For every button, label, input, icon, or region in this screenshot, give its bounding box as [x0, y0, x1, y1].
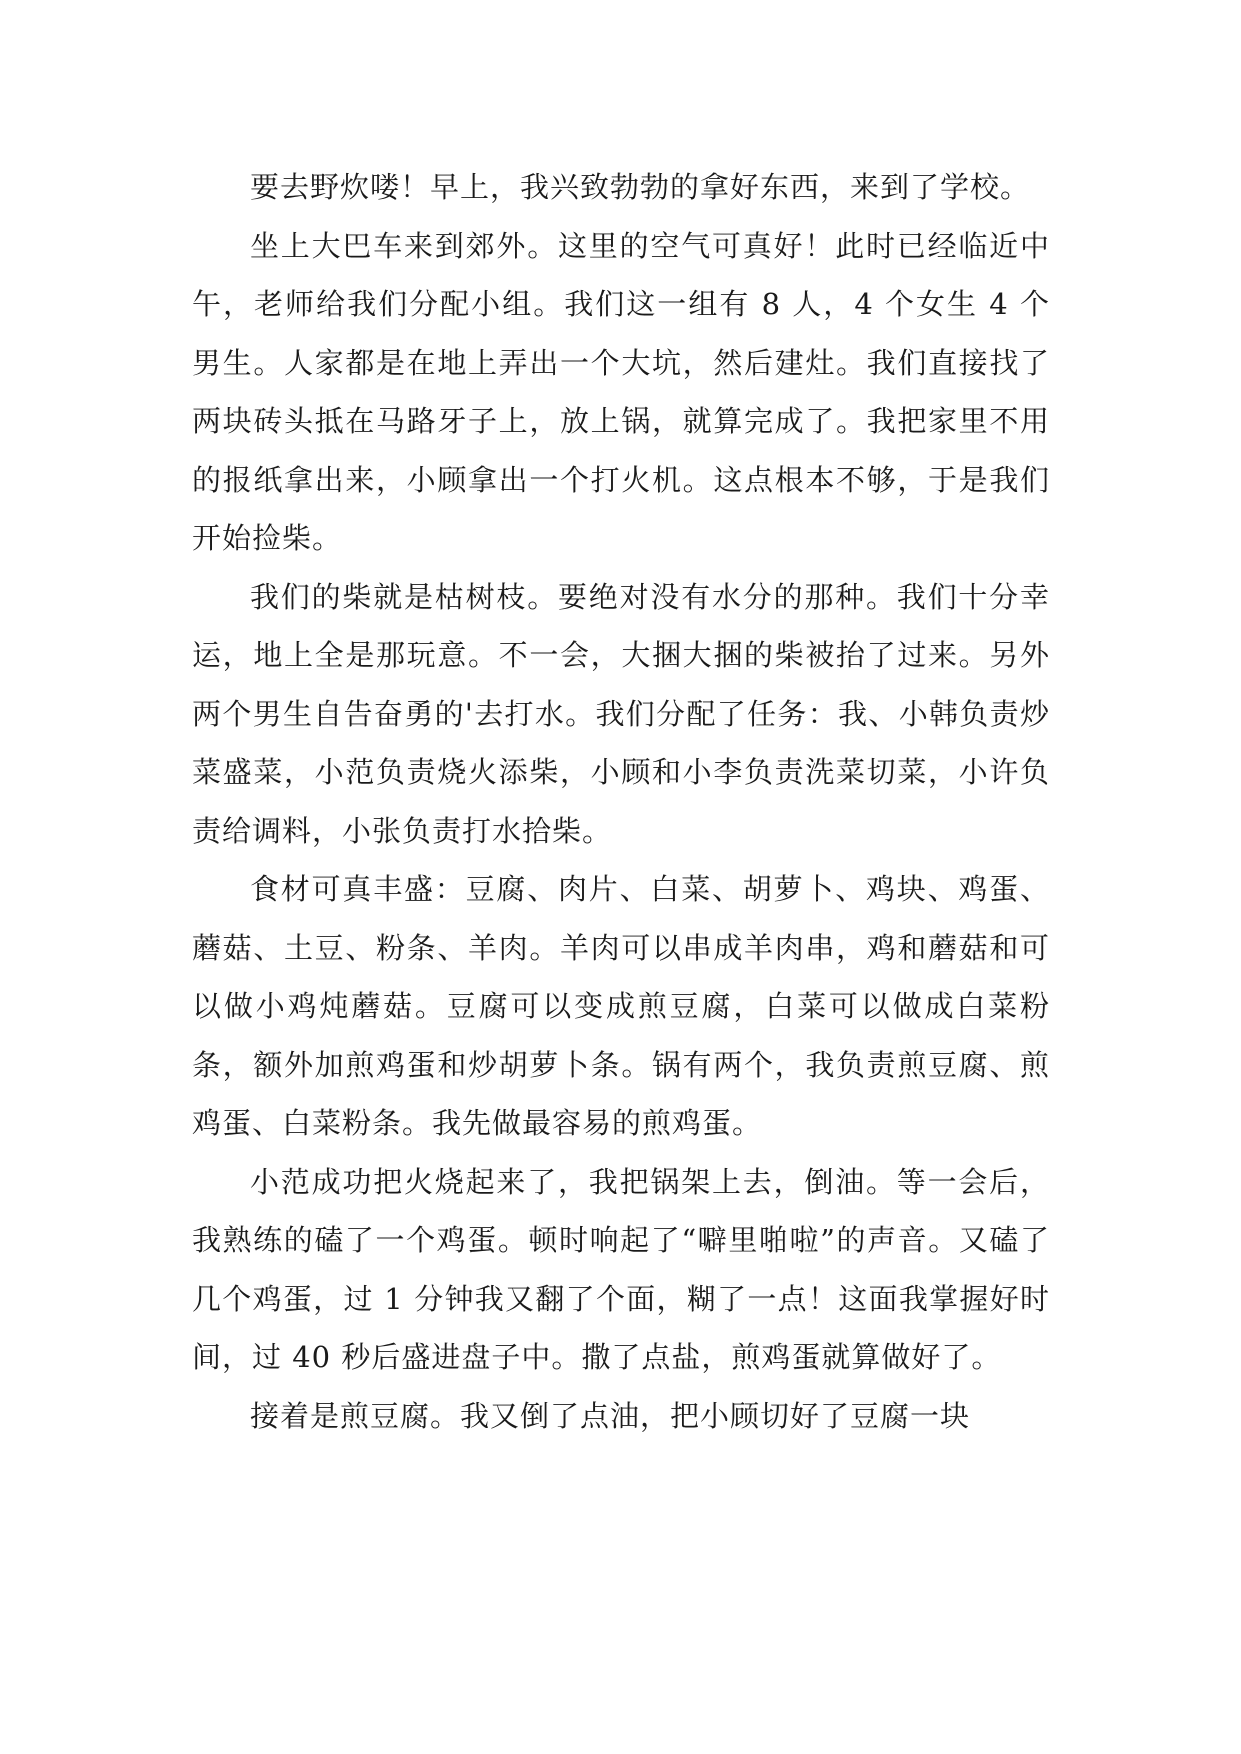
paragraph-1: 要去野炊喽！早上，我兴致勃勃的拿好东西，来到了学校。	[250, 170, 1031, 204]
paragraph-4: 食材可真丰盛：豆腐、肉片、白菜、胡萝卜、鸡块、鸡蛋、蘑菇、土豆、粉条、羊肉。羊肉可以串成羊肉串，鸡和蘑菇和可以做小鸡炖蘑菇。豆腐可以变成煎豆腐，白菜可以做成白菜粉条，额外加煎鸡蛋和炒胡萝卜条。锅有两个，我负责煎豆腐、煎鸡蛋、白菜粉条。我先做最容易的煎鸡蛋。	[192, 872, 1050, 1140]
document-body	[192, 158, 1050, 1445]
paragraph-5: 小范成功把火烧起来了，我把锅架上去，倒油。等一会后，我熟练的磕了一个鸡蛋。顿时响起了“噼里啪啦”的声音。又磕了几个鸡蛋，过 1 分钟我又翻了个面，糊了一点！这面我掌握好时间，过 40 秒后盛进盘子中。撒了点盐，煎鸡蛋就算做好了。	[192, 1164, 1050, 1374]
paragraph-6: 接着是煎豆腐。我又倒了点油，把小顾切好了豆腐一块	[250, 1398, 971, 1433]
paragraph-2: 坐上大巴车来到郊外。这里的空气可真好！此时已经临近中午，老师给我们分配小组。我们这一组有 8 人，4 个女生 4 个男生。人家都是在地上弄出一个大坑，然后建灶。我们直接找了两块砖头抵在马路牙子上，放上锅，就算完成了。我把家里不用的报纸拿出来，小顾拿出一个打火机。这点根本不够，于是我们开始捡柴。	[192, 228, 1050, 555]
paragraph-3: 我们的柴就是枯树枝。要绝对没有水分的那种。我们十分幸运，地上全是那玩意。不一会，大捆大捆的柴被抬了过来。另外两个男生自告奋勇的'去打水。我们分配了任务：我、小韩负责炒菜盛菜，小范负责烧火添柴，小顾和小李负责洗菜切菜，小许负责给调料，小张负责打水拾柴。	[192, 579, 1050, 848]
